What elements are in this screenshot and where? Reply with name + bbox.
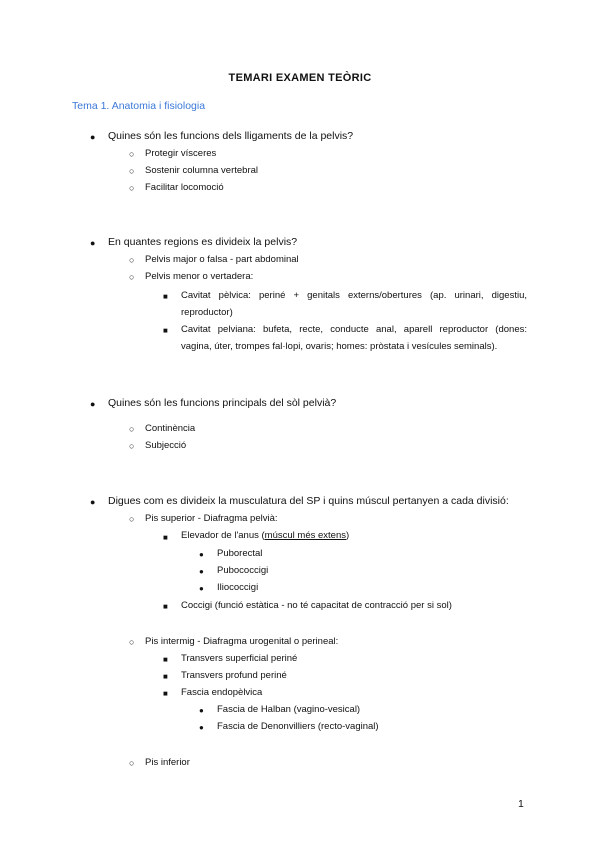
list-item: Coccigi (funció estàtica - no té capacitat de contracció per si sol): [181, 600, 452, 611]
square-bullet-icon: ■: [163, 292, 168, 301]
circle-bullet-icon: ○: [129, 637, 135, 647]
square-bullet-icon: ■: [163, 689, 168, 698]
circle-bullet-icon: ○: [129, 424, 135, 434]
list-item-continuation: reproductor): [181, 307, 233, 318]
question-1: Quines són les funcions dels lligaments de la pelvis?: [108, 130, 354, 142]
square-bullet-icon: ■: [163, 655, 168, 664]
bullet-icon: ●: [90, 238, 96, 248]
bullet-icon: ●: [199, 567, 204, 576]
list-item: Transvers profund periné: [181, 670, 287, 681]
list-item: Protegir vísceres: [145, 148, 217, 159]
bullet-icon: ●: [199, 706, 204, 715]
question-2: En quantes regions es divideix la pelvis?: [108, 236, 298, 248]
circle-bullet-icon: ○: [129, 441, 135, 451]
circle-bullet-icon: ○: [129, 758, 135, 768]
bullet-icon: ●: [90, 497, 96, 507]
underlined-note: múscul més extens: [264, 530, 346, 541]
list-item: Facilitar locomoció: [145, 182, 224, 193]
bullet-icon: ●: [199, 584, 204, 593]
circle-bullet-icon: ○: [129, 149, 135, 159]
square-bullet-icon: ■: [163, 672, 168, 681]
list-item: Transvers superficial periné: [181, 653, 298, 664]
list-item: Cavitat pelviana: bufeta, recte, conducte anal, aparell reproductor (dones:: [181, 324, 527, 335]
list-item: Continència: [145, 423, 196, 434]
bullet-icon: ●: [199, 550, 204, 559]
bullet-icon: ●: [199, 723, 204, 732]
list-item: Pis superior - Diafragma pelvià:: [145, 513, 278, 524]
list-item: Fascia de Denonvilliers (recto-vaginal): [217, 721, 379, 732]
circle-bullet-icon: ○: [129, 166, 135, 176]
circle-bullet-icon: ○: [129, 272, 135, 282]
page-title: TEMARI EXAMEN TEÒRIC: [228, 72, 372, 84]
list-item: Cavitat pèlvica: periné + genitals externs/obertures (ap. urinari, digestiu,: [181, 290, 527, 301]
list-item: Subjecció: [145, 440, 187, 451]
list-item-continuation: vagina, úter, trompes fal·lopi, ovaris; homes: pròstata i vesícules seminals).: [181, 341, 498, 352]
list-item: Puborectal: [217, 548, 263, 559]
list-item: Iliococcigi: [217, 582, 259, 593]
bullet-icon: ●: [90, 399, 96, 409]
elevador-prefix: Elevador de l'anus (: [181, 530, 265, 541]
circle-bullet-icon: ○: [129, 514, 135, 524]
bullet-icon: ●: [90, 132, 96, 142]
page-number: 1: [518, 798, 524, 810]
list-item: [181, 530, 349, 541]
question-3: Quines són les funcions principals del sòl pelvià?: [108, 397, 337, 409]
list-item: Pubococcigi: [217, 565, 269, 576]
list-item: Fascia endopèlvica: [181, 687, 263, 698]
circle-bullet-icon: ○: [129, 255, 135, 265]
list-item: Pelvis menor o vertadera:: [145, 271, 254, 282]
section-heading: Tema 1. Anatomia i fisiologia: [72, 100, 206, 112]
list-item: Fascia de Halban (vagino-vesical): [217, 704, 361, 715]
list-item: Sostenir columna vertebral: [145, 165, 258, 176]
question-4: Digues com es divideix la musculatura del SP i quins múscul pertanyen a cada divisió:: [108, 495, 509, 507]
square-bullet-icon: ■: [163, 533, 168, 542]
square-bullet-icon: ■: [163, 326, 168, 335]
list-item: Pis inferior: [145, 757, 190, 768]
list-item: Pis intermig - Diafragma urogenital o perineal:: [145, 636, 339, 647]
circle-bullet-icon: ○: [129, 183, 135, 193]
list-item: Pelvis major o falsa - part abdominal: [145, 254, 299, 265]
square-bullet-icon: ■: [163, 602, 168, 611]
elevador-suffix: ): [345, 530, 350, 541]
